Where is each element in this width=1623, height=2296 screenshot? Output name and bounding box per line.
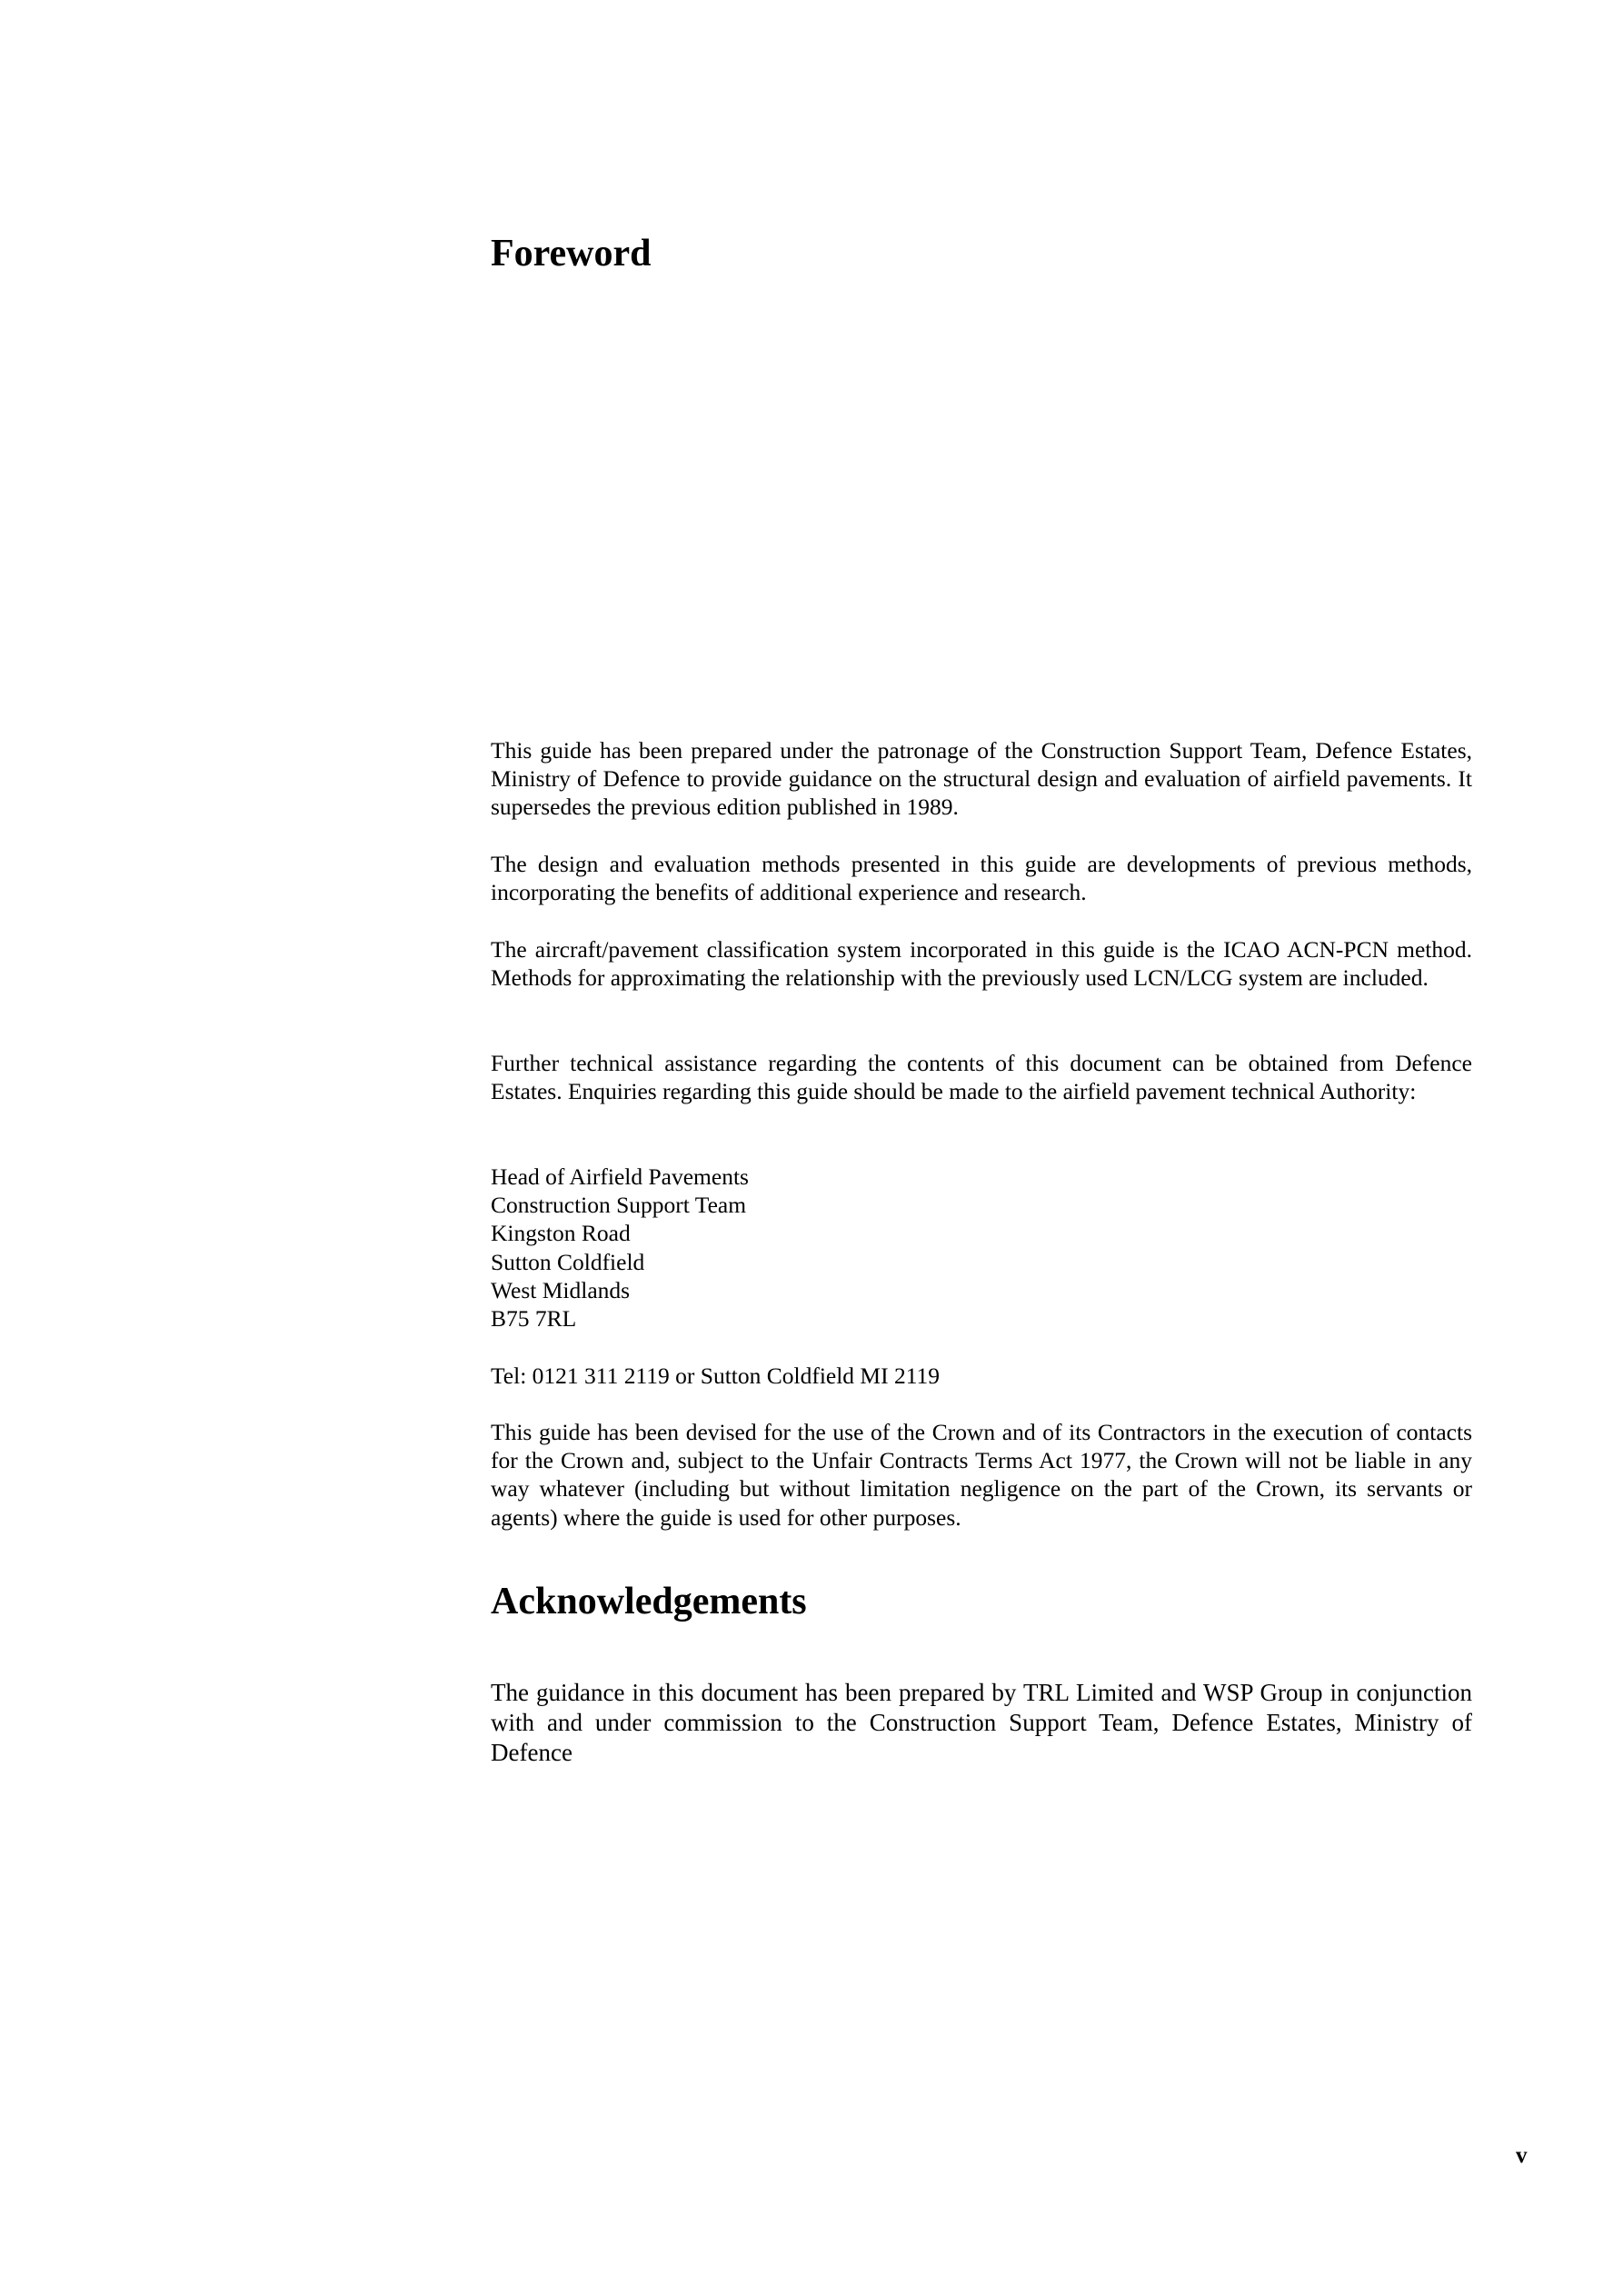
disclaimer-text: This guide has been devised for the use of the Crown and of its Contractors in the execution of contacts for the Crown and, subject to the Unfair Contracts Terms Act 1977, the Crown will not be liable in any way whatever (including but without limitation negligence on the part of the Crown, its servants or agents) where the guide is used for other purposes. — [491, 1419, 1472, 1531]
address-line: Kingston Road — [491, 1220, 631, 1247]
address-line: Construction Support Team — [491, 1192, 747, 1219]
address-line: Head of Airfield Pavements — [491, 1163, 749, 1190]
foreword-paragraph-2 — [491, 850, 1472, 906]
postal-address — [491, 1163, 1472, 1333]
foreword-paragraph-text: The aircraft/pavement classification system incorporated in this guide is the ICAO ACN-PCN method. Methods for approximating the relationship with the previously used LCN/LCG system are included. — [491, 936, 1472, 992]
foreword-paragraph-text: The design and evaluation methods presented in this guide are developments of previous methods, incorporating the benefits of additional experience and research. — [491, 851, 1472, 906]
foreword-paragraph-text: This guide has been prepared under the patronage of the Construction Support Team, Defence Estates, Ministry of Defence to provide guidance on the structural design and evaluation of airfield pavements. It supersedes the previous edition published in 1989. — [491, 737, 1472, 821]
address-line: B75 7RL — [491, 1305, 577, 1333]
foreword-paragraph-1 — [491, 736, 1472, 822]
foreword-paragraph-text: Further technical assistance regarding the contents of this document can be obtained from Defence Estates. Enquiries regarding this guide should be made to the airfield pavement technical Authority: — [491, 1050, 1472, 1105]
telephone-line — [491, 1362, 1472, 1390]
acknowledgements-heading: Acknowledgements — [491, 1581, 807, 1622]
foreword-paragraph-3 — [491, 935, 1472, 992]
acknowledgements-text: The guidance in this document has been prepared by TRL Limited and WSP Group in conjunction with and under commission to the Construction Support Team, Defence Estates, Ministry of Defence — [491, 1679, 1472, 1766]
foreword-paragraph-4 — [491, 1049, 1472, 1105]
page-number: v — [1516, 2143, 1528, 2168]
address-line: Sutton Coldfield — [491, 1248, 645, 1275]
address-line: West Midlands — [491, 1276, 631, 1303]
telephone-text: Tel: 0121 311 2119 or Sutton Coldfield MI 2119 — [491, 1363, 941, 1389]
disclaimer-paragraph — [491, 1418, 1472, 1532]
foreword-heading: Foreword — [491, 233, 652, 275]
acknowledgements-paragraph — [491, 1678, 1472, 1768]
